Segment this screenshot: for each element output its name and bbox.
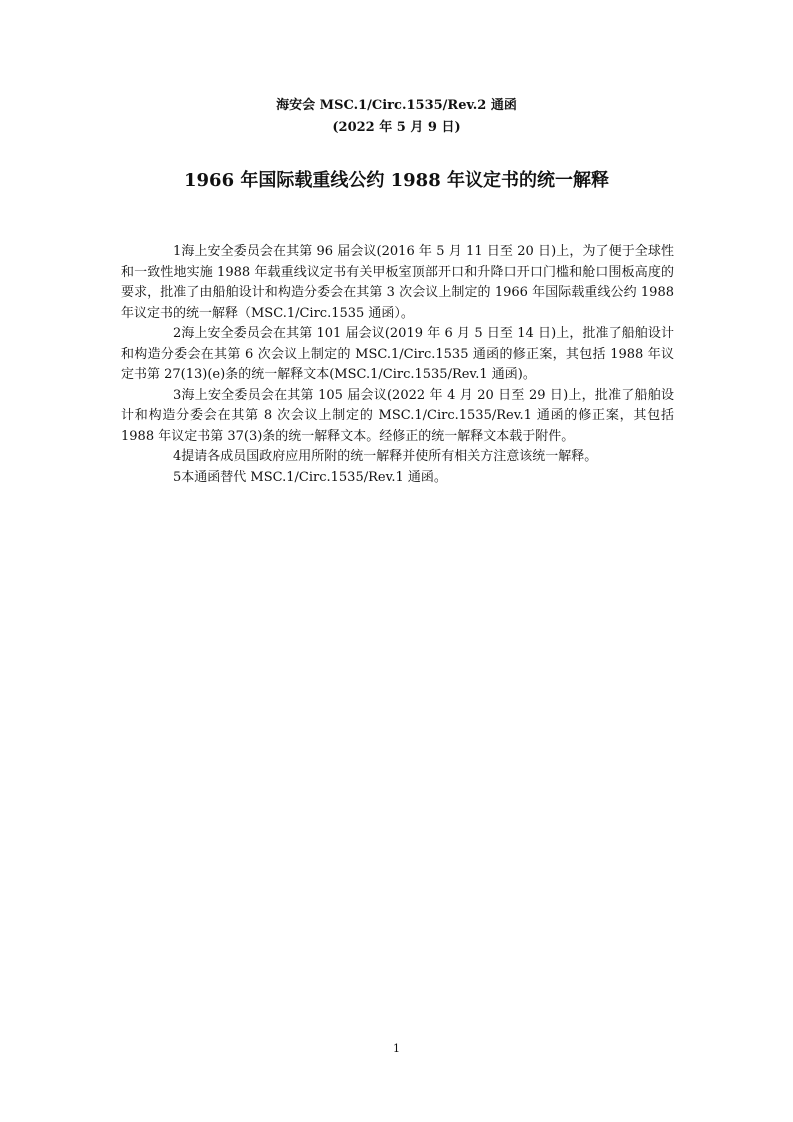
paragraph-2 [121,324,674,386]
paragraph-3 [121,386,674,448]
paragraph-number: 2 [173,326,182,341]
paragraph-number: 5 [173,469,182,485]
paragraph-1 [121,242,674,324]
paragraph-number: 1 [173,244,182,259]
paragraph-text: 海上安全委员会在其第 101 届会议(2019 年 6 月 5 日至 14 日)上，批准了船舶设计和构造分委会在其第 6 次会议上制定的 MSC.1/Circ.1535 通函的修正案，其包括 1988 年议定书第 27(13)(e)条的统一解释文本(MSC.1/Circ.1535/Rev.1 通函)。 [121,326,674,382]
paragraph-text: 本通函替代 MSC.1/Circ.1535/Rev.1 通函。 [181,469,447,485]
paragraph-text: 海上安全委员会在其第 96 届会议(2016 年 5 月 11 日至 20 日)上，为了便于全球性和一致性地实施 1988 年载重线议定书有关甲板室顶部开口和升降口开口门槛和舱口围板高度的要求，批准了由船舶设计和构造分委会在其第 3 次会议上制定的 1966 年国际载重线公约 1988 年议定书的统一解释（MSC.1/Circ.1535 通函）。 [121,244,674,321]
circular-reference: 海安会 MSC.1/Circ.1535/Rev.2 通函 [276,98,517,113]
paragraph-number: 4 [173,449,182,464]
document-title: 1966 年国际载重线公约 1988 年议定书的统一解释 [184,170,609,191]
page-number: 1 [393,1042,400,1055]
document-body [121,242,674,488]
paragraph-number: 3 [173,387,182,403]
paragraph-5 [121,468,674,489]
paragraph-4 [121,447,674,468]
paragraph-text: 海上安全委员会在其第 105 届会议(2022 年 4 月 20 日至 29 日)上，批准了船舶设计和构造分委会在其第 8 次会议上制定的 MSC.1/Circ.1535/Rev.1 通函的修正案，其包括 1988 年议定书第 37(3)条的统一解释文本。经修正的统一解释文本载于附件。 [121,387,674,444]
circular-date: (2022 年 5 月 9 日) [332,120,461,135]
paragraph-text: 提请各成员国政府应用所附的统一解释并使所有相关方注意该统一解释。 [181,449,598,464]
